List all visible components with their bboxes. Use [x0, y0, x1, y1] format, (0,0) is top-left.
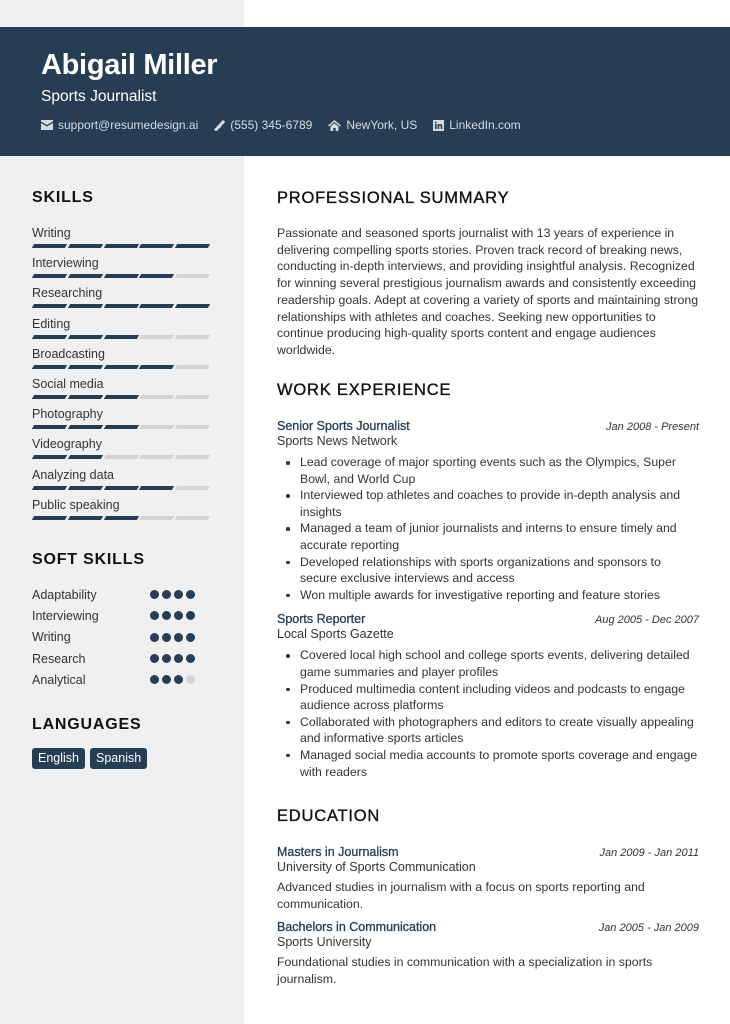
rating-dot-icon: [186, 633, 195, 642]
skill-level-segment: [68, 425, 103, 429]
skill-level-segment: [32, 516, 67, 520]
languages-heading: LANGUAGES: [32, 716, 142, 733]
skills-heading: SKILLS: [32, 189, 94, 206]
home-icon: [328, 120, 341, 131]
skill-level-segment: [175, 304, 210, 308]
contact-linkedin[interactable]: [433, 118, 520, 132]
language-tag-spanish: Spanish: [90, 748, 147, 769]
contact-list: [41, 118, 537, 132]
rating-dot-icon: [174, 590, 183, 599]
contact-phone[interactable]: [214, 118, 312, 132]
rating-dot-icon: [186, 590, 195, 599]
skill-level-segment: [68, 274, 103, 278]
skill-level-segment: [68, 365, 103, 369]
skill-level-segment: [32, 365, 67, 369]
school-name: University of Sports Communication: [277, 860, 476, 874]
summary-heading: PROFESSIONAL SUMMARY: [277, 189, 510, 207]
summary-section: [277, 189, 699, 359]
contact-location-text: NewYork, US: [346, 118, 418, 132]
education-entry: [277, 920, 699, 987]
header-banner: [0, 27, 730, 156]
skill-level-segment: [103, 365, 138, 369]
skill-level-bar: [33, 335, 212, 339]
skill-level-segment: [103, 486, 138, 490]
soft-skill-label: Research: [32, 651, 86, 666]
education-description: Advanced studies in journalism with a focus on sports reporting and communication.: [277, 880, 645, 911]
skill-label: Editing: [32, 316, 71, 331]
job-bullet: Developed relationships with sports organizations and sponsors to secure exclusive interviews and access: [277, 554, 699, 587]
education-description: Foundational studies in communication with a specialization in sports journalism.: [277, 955, 653, 987]
skill-level-segment: [175, 244, 210, 248]
skill-level-segment: [139, 455, 174, 459]
rating-dot-icon: [162, 590, 171, 599]
rating-dot-icon: [186, 611, 195, 620]
skill-label: Broadcasting: [32, 346, 105, 361]
job-bullet: Produced multimedia content including videos and podcasts to engage audience across platforms: [277, 681, 699, 714]
skill-label: Videography: [32, 437, 102, 452]
envelope-icon: [41, 120, 53, 130]
job-company: Local Sports Gazette: [277, 627, 394, 642]
skill-level-segment: [139, 274, 174, 278]
rating-dot-icon: [162, 675, 171, 684]
skill-level-segment: [175, 365, 210, 369]
skill-level-segment: [103, 395, 138, 399]
degree-title: Masters in Journalism: [277, 845, 399, 859]
soft-skill-item: [32, 627, 212, 648]
job-bullet: Won multiple awards for investigative reporting and feature stories: [277, 587, 699, 604]
skill-level-segment: [32, 486, 67, 490]
school-name: Sports University: [277, 935, 372, 950]
job-title: Sports Journalist: [41, 88, 157, 105]
skill-level-segment: [103, 516, 138, 520]
language-tags: [32, 748, 212, 769]
rating-dot-icon: [162, 654, 171, 663]
skill-level-segment: [139, 335, 174, 339]
education-date: Jan 2005 - Jan 2009: [598, 922, 699, 935]
job-title: Sports Reporter: [277, 612, 366, 627]
job-bullets: [277, 454, 699, 603]
soft-skill-label: Analytical: [32, 672, 86, 687]
skill-item: [32, 225, 212, 255]
skill-level-segment: [68, 304, 103, 308]
skill-level-segment: [139, 486, 174, 490]
skill-level-bar: [33, 274, 212, 278]
skill-level-bar: [33, 304, 212, 308]
soft-skill-item: [32, 584, 212, 605]
soft-skill-rating: [150, 590, 198, 599]
skill-level-segment: [32, 425, 67, 429]
skill-level-segment: [32, 244, 67, 248]
skill-label: Photography: [32, 407, 103, 422]
skill-level-segment: [139, 304, 174, 308]
job-entry: [277, 419, 699, 603]
skills-section: [32, 189, 212, 527]
candidate-name: Abigail Miller: [41, 49, 218, 81]
soft-skill-label: Interviewing: [32, 608, 99, 623]
job-bullet: Interviewed top athletes and coaches to provide in-depth analysis and insights: [277, 487, 699, 520]
soft-skill-item: [32, 648, 212, 669]
skill-level-segment: [103, 304, 138, 308]
soft-skills-section: [32, 551, 212, 690]
skill-level-segment: [103, 335, 138, 339]
education-heading: EDUCATION: [277, 807, 381, 825]
job-date: Jan 2008 - Present: [606, 421, 699, 433]
soft-skill-rating: [150, 611, 198, 620]
education-section: [277, 807, 699, 988]
skill-level-segment: [175, 516, 210, 520]
skill-level-segment: [68, 455, 103, 459]
skill-level-segment: [103, 244, 138, 248]
contact-linkedin-text: LinkedIn.com: [449, 118, 521, 132]
skill-level-segment: [139, 365, 174, 369]
skill-level-segment: [139, 395, 174, 399]
rating-dot-icon: [186, 654, 195, 663]
skill-level-bar: [33, 425, 212, 429]
skill-level-segment: [103, 425, 138, 429]
phone-icon: [214, 120, 225, 131]
job-bullets: [277, 647, 699, 780]
soft-skill-item: [32, 669, 212, 690]
skill-level-bar: [33, 455, 212, 459]
skills-list: [32, 225, 212, 527]
skill-level-segment: [175, 486, 210, 490]
skill-label: Interviewing: [32, 256, 99, 271]
job-bullet: Collaborated with photographers and editors to create visually appealing and informative sports articles: [277, 714, 699, 747]
rating-dot-icon: [150, 654, 159, 663]
soft-skill-rating: [150, 633, 198, 642]
skill-item: [32, 497, 212, 527]
soft-skills-heading: SOFT SKILLS: [32, 551, 145, 568]
skill-level-segment: [68, 516, 103, 520]
soft-skill-rating: [150, 654, 198, 663]
skill-item: [32, 376, 212, 406]
skill-level-bar: [33, 365, 212, 369]
job-entry: [277, 612, 699, 780]
skill-level-segment: [175, 425, 210, 429]
soft-skill-label: Writing: [32, 630, 71, 645]
soft-skill-label: Adaptability: [32, 587, 97, 602]
rating-dot-icon: [174, 611, 183, 620]
linkedin-icon: [433, 120, 444, 131]
skill-item: [32, 255, 212, 285]
skill-level-segment: [175, 395, 210, 399]
skill-item: [32, 285, 212, 315]
skill-level-segment: [68, 486, 103, 490]
rating-dot-icon: [162, 633, 171, 642]
rating-dot-icon: [174, 675, 183, 684]
skill-level-segment: [32, 455, 67, 459]
skill-item: [32, 406, 212, 436]
job-company: Sports News Network: [277, 434, 398, 448]
rating-dot-icon: [186, 675, 195, 684]
skill-level-segment: [139, 244, 174, 248]
skill-level-segment: [175, 335, 210, 339]
rating-dot-icon: [150, 675, 159, 684]
skill-level-segment: [68, 244, 103, 248]
rating-dot-icon: [150, 611, 159, 620]
soft-skill-rating: [150, 675, 198, 684]
skill-level-segment: [32, 304, 67, 308]
rating-dot-icon: [174, 654, 183, 663]
soft-skill-item: [32, 605, 212, 626]
contact-phone-text: (555) 345-6789: [230, 118, 313, 132]
education-date: Jan 2009 - Jan 2011: [599, 847, 699, 859]
skill-label: Public speaking: [32, 497, 120, 512]
skill-level-segment: [103, 455, 138, 459]
skill-level-segment: [32, 395, 67, 399]
skill-level-segment: [32, 335, 67, 339]
soft-skills-list: [32, 584, 212, 690]
skill-item: [32, 436, 212, 466]
language-tag-english: English: [32, 748, 85, 769]
rating-dot-icon: [174, 633, 183, 642]
skill-level-segment: [175, 455, 210, 459]
skill-level-segment: [68, 335, 103, 339]
experience-section: [277, 381, 699, 780]
contact-email-text: support@resumedesign.ai: [58, 118, 199, 132]
skill-label: Writing: [32, 226, 71, 240]
contact-email[interactable]: [41, 118, 198, 132]
rating-dot-icon: [150, 633, 159, 642]
degree-title: Bachelors in Communication: [277, 920, 437, 935]
skill-level-segment: [68, 395, 103, 399]
skill-label: Social media: [32, 376, 104, 391]
skill-level-segment: [139, 516, 174, 520]
job-date: Aug 2005 - Dec 2007: [595, 614, 699, 627]
job-title: Senior Sports Journalist: [277, 419, 410, 433]
skill-item: [32, 346, 212, 376]
skill-level-segment: [103, 274, 138, 278]
education-entry: [277, 845, 699, 912]
job-bullet: Covered local high school and college sports events, delivering detailed game summaries and player profiles: [277, 647, 699, 680]
languages-section: [32, 716, 212, 769]
skill-level-segment: [139, 425, 174, 429]
experience-heading: WORK EXPERIENCE: [277, 381, 452, 399]
contact-location[interactable]: [328, 118, 417, 132]
job-bullet: Lead coverage of major sporting events such as the Olympics, Super Bowl, and World Cup: [277, 454, 699, 487]
skill-level-bar: [33, 516, 212, 520]
skill-level-bar: [33, 244, 212, 248]
summary-text: Passionate and seasoned sports journalist with 13 years of experience in delivering compelling sports stories. Proven track record of breaking news, conducting in-depth interviews, and providing insightful analysis. Recognized for winning several prestigious journalism awards and consistently exceeding readership goals. Adept at covering a variety of sports and maintaining strong relationships with athletes and coaches. Seeking new opportunities to continue producing high-quality sports content and engage audiences worldwide.: [277, 226, 699, 357]
skill-label: Analyzing data: [32, 467, 115, 482]
skill-level-segment: [175, 274, 210, 278]
skill-level-bar: [33, 486, 212, 490]
skill-level-segment: [32, 274, 67, 278]
rating-dot-icon: [162, 611, 171, 620]
job-bullet: Managed a team of junior journalists and interns to ensure timely and accurate reporting: [277, 520, 699, 553]
skill-item: [32, 316, 212, 346]
skill-item: [32, 467, 212, 497]
job-bullet: Managed social media accounts to promote sports coverage and engage with readers: [277, 747, 699, 780]
rating-dot-icon: [150, 590, 159, 599]
skill-level-bar: [33, 395, 212, 399]
skill-label: Researching: [32, 286, 103, 301]
